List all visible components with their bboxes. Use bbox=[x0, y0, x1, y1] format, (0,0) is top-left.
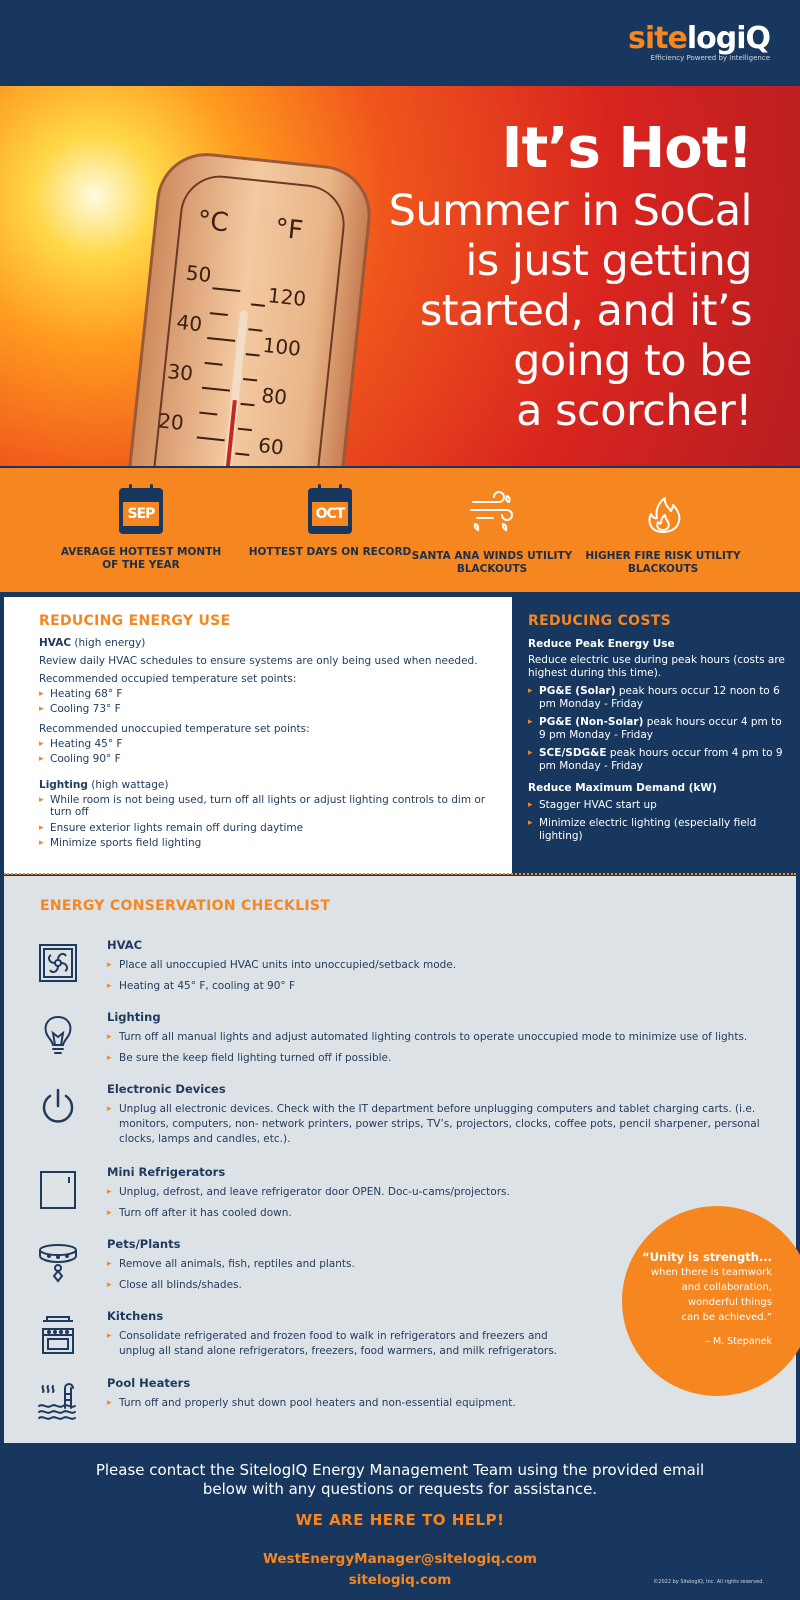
header bbox=[0, 0, 800, 86]
list-item bbox=[528, 685, 790, 712]
quote-circle bbox=[622, 1206, 800, 1396]
list-item: ▸ Remove all animals, fish, reptiles and plants. bbox=[107, 1257, 783, 1272]
stove-icon bbox=[37, 1313, 79, 1355]
sitelogiq-logo[interactable] bbox=[628, 22, 770, 62]
website-link[interactable]: sitelogiq.com bbox=[348, 1572, 452, 1588]
fahrenheit-unit: °F bbox=[273, 213, 305, 247]
checklist-item-title: Pool Heaters bbox=[107, 1376, 191, 1390]
list-item: ▸ Turn off after it has cooled down. bbox=[107, 1206, 783, 1221]
hero-subtitle bbox=[332, 186, 752, 436]
demand-heading: Reduce Maximum Demand (kW) bbox=[528, 781, 717, 794]
unoccupied-label: Recommended unoccupied temperature set points: bbox=[39, 723, 310, 735]
calendar-month-text: SEP bbox=[123, 502, 159, 526]
contact-email-link[interactable]: WestEnergyManager@sitelogiq.com bbox=[262, 1551, 537, 1567]
hvac-review-text: Review daily HVAC schedules to ensure systems are only being used when needed. bbox=[39, 655, 478, 667]
lighting-heading: Lighting bbox=[39, 779, 88, 791]
quote-lead: “Unity is strength... bbox=[642, 1250, 772, 1264]
logo-tagline: Efficiency Powered by Intelligence bbox=[650, 54, 770, 62]
checklist-item-title: Pets/Plants bbox=[107, 1237, 181, 1251]
quote-line: when there is teamwork bbox=[650, 1267, 772, 1278]
celsius-tick: 30 bbox=[166, 359, 195, 386]
list-item: ▸ Unplug all electronic devices. Check with the IT department before unplugging computers and tablet charging carts. (i.e. monitors, computers, non- network printers, power strips, TV’s, projectors, clocks, coffee pots, pencil sharpener, personal clocks, lamps and candles, etc.). bbox=[107, 1102, 783, 1147]
stat-hottest-days bbox=[240, 488, 420, 559]
pool-icon bbox=[37, 1380, 79, 1422]
list-item: ▸ Heating 68° F bbox=[39, 687, 499, 701]
utility-name: PG&E (Non-Solar) bbox=[539, 715, 644, 728]
dotted-divider bbox=[4, 873, 796, 875]
contact-message: Please contact the SitelogIQ Energy Management Team using the provided email below with any questions or requests for assistance. bbox=[95, 1461, 705, 1498]
list-item: ▸ Be sure the keep field lighting turned off if possible. bbox=[107, 1051, 783, 1066]
hvac-heading: HVAC bbox=[39, 637, 72, 649]
power-icon bbox=[37, 1086, 79, 1128]
stat-fire-risk bbox=[573, 488, 753, 576]
stat-hottest-month bbox=[51, 488, 231, 572]
list-item: ▸ Cooling 90° F bbox=[39, 752, 499, 766]
section-title: REDUCING ENERGY USE bbox=[39, 613, 231, 629]
section-title: REDUCING COSTS bbox=[528, 613, 671, 629]
list-item: ▸ Heating 45° F bbox=[39, 737, 499, 751]
list-item: ▸ Turn off all manual lights and adjust automated lighting controls to operate unoccupied mode to minimize use of lights. bbox=[107, 1030, 783, 1045]
stat-santa-ana-winds bbox=[402, 488, 582, 576]
fahrenheit-tick: 120 bbox=[266, 283, 308, 312]
celsius-unit: °C bbox=[195, 205, 231, 239]
fahrenheit-tick: 80 bbox=[260, 383, 289, 410]
checklist-item-title: HVAC bbox=[107, 938, 143, 952]
lighting-list bbox=[39, 794, 499, 850]
calendar-icon bbox=[308, 488, 352, 534]
peak-text: Reduce electric use during peak hours (costs are highest during this time). bbox=[528, 653, 785, 679]
utility-hours: peak hours occur 4 pm to 9 pm Monday - Friday bbox=[539, 715, 782, 741]
stat-label: SANTA ANA WINDS UTILITY BLACKOUTS bbox=[411, 550, 573, 575]
stats-band bbox=[0, 468, 800, 592]
checklist-item-title: Lighting bbox=[107, 1010, 161, 1024]
celsius-tick: 40 bbox=[175, 309, 204, 337]
utility-hours: peak hours occur 12 noon to 6 pm Monday - Friday bbox=[539, 684, 780, 710]
copyright-text: ©2022 by SitelogIQ, Inc. All rights reserved. bbox=[653, 1579, 764, 1585]
hero-title: It’s Hot! bbox=[501, 116, 752, 181]
list-item: ▸ Minimize sports field lighting bbox=[39, 836, 499, 850]
hvac-fan-icon bbox=[37, 942, 79, 984]
hero-banner bbox=[0, 86, 800, 466]
checklist-item-title: Kitchens bbox=[107, 1309, 164, 1323]
calendar-icon bbox=[119, 488, 163, 534]
stat-label: HIGHER FIRE RISK UTILITY BLACKOUTS bbox=[585, 550, 741, 575]
help-heading: WE ARE HERE TO HELP! bbox=[295, 1511, 505, 1529]
peak-heading: Reduce Peak Energy Use bbox=[528, 638, 675, 650]
quote-author: – M. Stepanek bbox=[705, 1336, 772, 1347]
reducing-costs-panel bbox=[512, 597, 800, 874]
hero-subtitle-line: started, and it’s bbox=[419, 286, 752, 336]
pet-collar-icon bbox=[37, 1241, 79, 1283]
fahrenheit-tick: 100 bbox=[261, 332, 303, 361]
fahrenheit-tick: 60 bbox=[257, 432, 285, 460]
hero-subtitle-line: Summer in SoCal bbox=[388, 186, 752, 236]
list-item: ▸ Consolidate refrigerated and frozen food to walk in refrigerators and freezers and unplug all stand alone refrigerators, freezers, food warmers, and milk refrigerators. bbox=[107, 1329, 577, 1359]
hero-subtitle-line: a scorcher! bbox=[516, 386, 752, 436]
checklist-item-title: Electronic Devices bbox=[107, 1082, 226, 1096]
utility-name: SCE/SDG&E bbox=[539, 746, 607, 759]
hvac-note: (high energy) bbox=[71, 637, 146, 649]
wind-icon bbox=[467, 488, 517, 534]
list-item bbox=[528, 747, 790, 774]
calendar-month-text: OCT bbox=[312, 502, 348, 526]
list-item: ▸ Place all unoccupied HVAC units into unoccupied/setback mode. bbox=[107, 958, 783, 973]
list-item: ▸ Heating at 45° F, cooling at 90° F bbox=[107, 979, 783, 994]
list-item: ▸ Turn off and properly shut down pool heaters and non-essential equipment. bbox=[107, 1396, 783, 1411]
list-item: ▸ Minimize electric lighting (especially field lighting) bbox=[528, 817, 790, 844]
flame-icon bbox=[638, 488, 688, 534]
occupied-label: Recommended occupied temperature set points: bbox=[39, 673, 297, 685]
lighting-note: (high wattage) bbox=[87, 779, 169, 791]
celsius-tick: 50 bbox=[184, 260, 213, 287]
stat-label: AVERAGE HOTTEST MONTH OF THE YEAR bbox=[60, 546, 222, 571]
list-item bbox=[528, 716, 790, 743]
light-bulb-icon bbox=[37, 1014, 79, 1056]
quote-line: and collaboration, bbox=[681, 1282, 772, 1293]
list-item: ▸ Ensure exterior lights remain off during daytime bbox=[39, 821, 499, 835]
celsius-tick: 20 bbox=[157, 408, 185, 435]
demand-list bbox=[528, 799, 790, 844]
utility-name: PG&E (Solar) bbox=[539, 684, 616, 697]
refrigerator-icon bbox=[37, 1169, 79, 1211]
quote-text bbox=[622, 1250, 772, 1325]
logo-iq-text: logiQ bbox=[686, 21, 770, 56]
list-item: ▸ Stagger HVAC start up bbox=[528, 799, 790, 813]
section-title: ENERGY CONSERVATION CHECKLIST bbox=[40, 898, 331, 914]
hero-subtitle-line: going to be bbox=[513, 336, 752, 386]
unoccupied-setpoints-list bbox=[39, 737, 499, 766]
list-item: ▸ Close all blinds/shades. bbox=[107, 1278, 783, 1293]
peak-hours-list bbox=[528, 685, 790, 774]
utility-hours: peak hours occur from 4 pm to 9 pm Monday - Friday bbox=[539, 746, 783, 772]
occupied-setpoints-list bbox=[39, 687, 499, 716]
list-item: ▸ Unplug, defrost, and leave refrigerator door OPEN. Doc-u-cams/projectors. bbox=[107, 1185, 783, 1200]
quote-line: can be achieved.” bbox=[681, 1312, 772, 1323]
reducing-energy-use-panel bbox=[4, 597, 512, 874]
logo-site-text: site bbox=[628, 21, 687, 56]
checklist-item-title: Mini Refrigerators bbox=[107, 1165, 226, 1179]
list-item: ▸ While room is not being used, turn off all lights or adjust lighting controls to dim or turn off bbox=[39, 794, 499, 818]
quote-line: wonderful things bbox=[688, 1297, 772, 1308]
list-item: ▸ Cooling 73° F bbox=[39, 702, 499, 716]
hero-subtitle-line: is just getting bbox=[465, 236, 752, 286]
stat-label: HOTTEST DAYS ON RECORD bbox=[248, 546, 412, 558]
footer bbox=[0, 1443, 800, 1600]
